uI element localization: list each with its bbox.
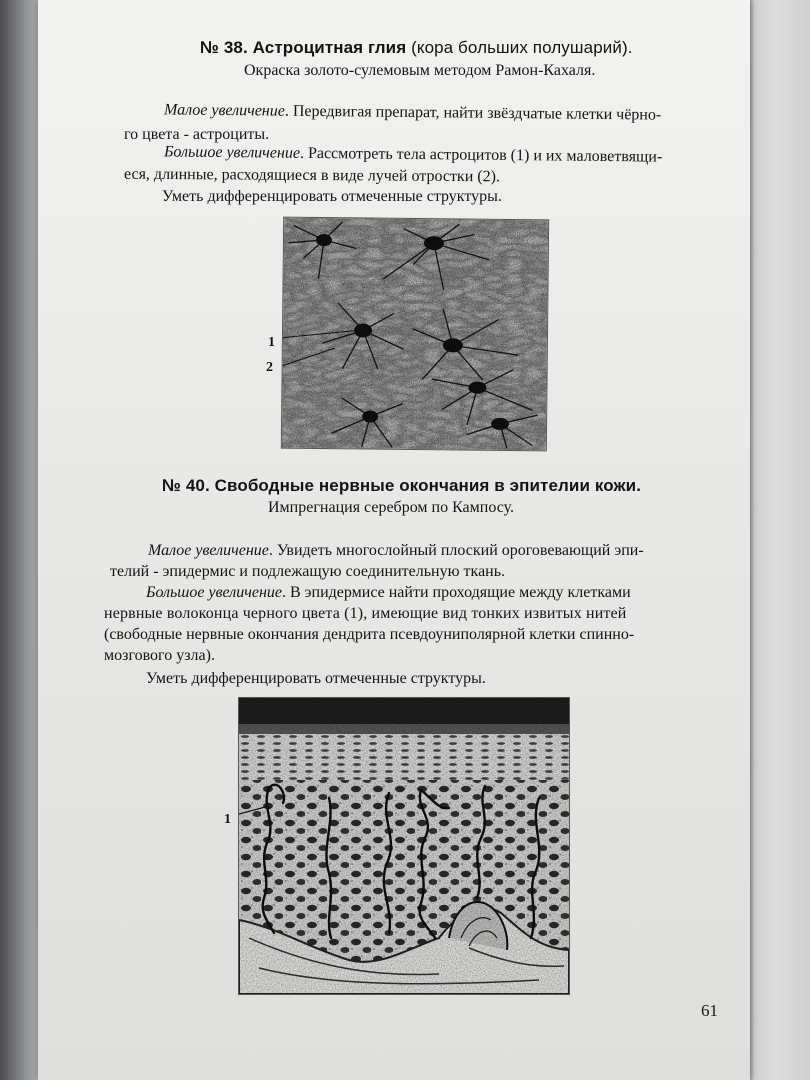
section-38-subtitle: Окраска золото-сулемовым методом Рамон-Кахаля. [244,62,596,79]
low-mag-text: . Увидеть многослойный плоский ороговевающий эпи- [268,542,644,559]
book-binding-edge [0,0,42,1080]
epidermis-label-1: 1 [224,812,231,827]
section-40-low-mag-line2: телий - эпидермис и подлежащую соединительную ткань. [110,563,506,580]
section-40-high-mag-line4: мозгового узла). [104,647,215,664]
section-38-heading-bold: № 38. Астроцитная глия [200,38,407,57]
section-40-low-mag-line1 [148,540,644,561]
section-38-low-mag-line2: го цвета - астроциты. [124,126,270,143]
high-mag-label: Большое увеличение [163,143,301,162]
section-40-task: Уметь дифференцировать отмеченные структуры. [146,670,486,687]
book-page [38,0,750,1080]
high-mag-text: . В эпидермисе найти проходящие между клетками [281,584,631,601]
section-40-high-mag-line2: нервные волоконца черного цвета (1), имеющие вид тонких извитых нитей [104,605,627,622]
section-40-high-mag-line1 [146,582,631,603]
high-mag-text: . Рассмотреть тела астроцитов (1) и их маловетвящи- [299,144,663,166]
section-38-heading [200,38,633,58]
section-38-heading-rest: (кора больших полушарий). [406,38,633,57]
astrocyte-label-2: 2 [266,360,273,375]
skin-epidermis-micrograph [238,697,570,995]
section-40-heading: № 40. Свободные нервные окончания в эпителии кожи. [162,476,642,495]
section-38-high-mag-line2: еся, длинные, расходящиеся в виде лучей отростки (2). [123,165,501,186]
low-mag-text: . Передвигая препарат, найти звёздчатые клетки чёрно- [284,102,662,124]
low-mag-label: Малое увеличение [163,101,285,120]
astrocyte-micrograph [281,217,549,452]
section-40-subtitle: Импрегнация серебром по Кампосу. [268,499,515,516]
section-38-task: Уметь дифференцировать отмеченные структуры. [162,188,502,205]
section-38-low-mag-line1 [164,99,661,125]
astrocyte-label-1: 1 [268,335,275,350]
facing-page-edge [748,0,810,1080]
high-mag-label: Большое увеличение [146,584,282,601]
section-40-high-mag-line3: (свободные нервные окончания дендрита псевдоуниполярной клетки спинно- [104,626,635,643]
page-number: 61 [701,1001,718,1020]
low-mag-label: Малое увеличение [148,542,269,559]
